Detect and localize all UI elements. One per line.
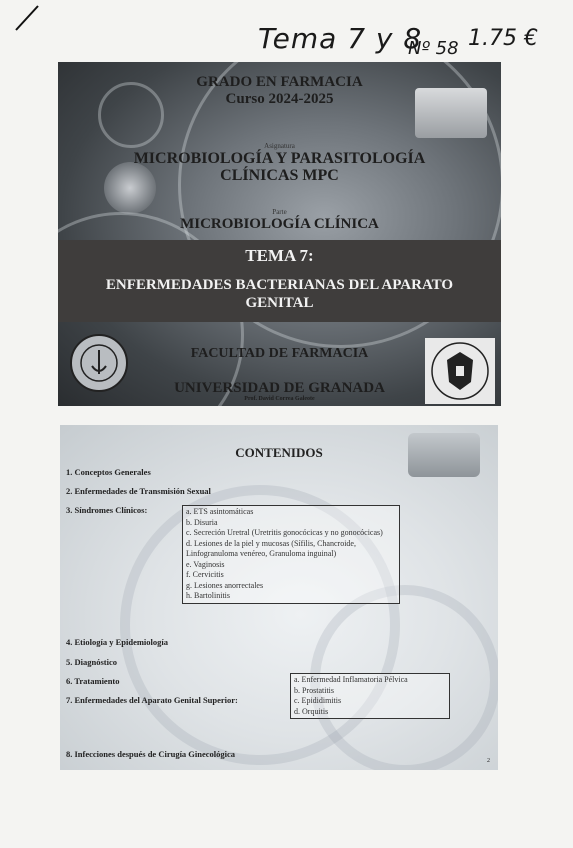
page-number: 2 (487, 758, 490, 764)
list-item: b. Disuria (186, 517, 218, 527)
topic-band (58, 240, 501, 322)
handwritten-price: 1.75 € (468, 26, 538, 51)
part-label: Parte (272, 208, 287, 216)
list-item: h. Bartolinitis (186, 591, 230, 600)
degree-title: GRADO EN FARMACIA (196, 74, 363, 90)
subject-name: MICROBIOLOGÍA Y PARASITOLOGÍA CLÍNICAS MPC (133, 150, 426, 184)
list-item: c. Epididimitis (294, 696, 342, 705)
university-name: UNIVERSIDAD DE GRANADA (174, 380, 385, 396)
handwritten-title: Tema 7 y 8 (258, 22, 423, 55)
list-item: d. Lesiones de la piel y mucosas (Sífilis, Chancroide, Linfogranuloma venéreo, Granuloma inguinal) (186, 538, 356, 558)
topic-number: TEMA 7: (245, 246, 314, 265)
list-item: a. ETS asintomáticas (186, 507, 254, 516)
contents-item: 1. Conceptos Generales (66, 467, 151, 477)
upper-tract-list (290, 673, 450, 719)
handwritten-number: Nº 58 (408, 38, 459, 59)
contents-item: 7. Enfermedades del Aparato Genital Superior: (66, 695, 238, 705)
syndromes-list (182, 505, 400, 604)
pen-slash-mark (12, 2, 42, 32)
faculty-name: FACULTAD DE FARMACIA (190, 346, 369, 361)
contents-item: 6. Tratamiento (66, 676, 120, 686)
list-item: f. Cervicitis (186, 570, 224, 579)
subject-label: Asignatura (264, 142, 295, 150)
contents-item: 2. Enfermedades de Transmisión Sexual (66, 486, 211, 496)
title-slide (58, 62, 501, 406)
course-year: Curso 2024-2025 (225, 91, 334, 107)
university-crest-logo (425, 338, 495, 404)
list-item: b. Prostatitis (294, 685, 335, 695)
contents-item: 4. Etiología y Epidemiología (66, 637, 169, 647)
list-item: g. Lesiones anorrectales (186, 580, 264, 590)
topic-title: ENFERMEDADES BACTERIANAS DEL APARATO GENITAL (105, 277, 454, 311)
list-item: e. Vaginosis (186, 559, 225, 569)
part-name: MICROBIOLOGÍA CLÍNICA (180, 216, 379, 232)
contents-item: 8. Infecciones después de Cirugía Ginecológica (66, 749, 236, 759)
contents-title: CONTENIDOS (235, 445, 323, 460)
contents-item: 3. Síndromes Clínicos: (66, 505, 148, 515)
list-item: c. Secreción Uretral (Uretritis gonocócicas y no gonocócicas) (186, 528, 383, 537)
professor-name: Prof. David Correa Galeote (244, 396, 315, 402)
contents-slide (60, 425, 498, 770)
list-item: a. Enfermedad Inflamatoria Pélvica (294, 675, 408, 684)
contents-item: 5. Diagnóstico (66, 657, 117, 667)
list-item: d. Orquitis (294, 706, 329, 716)
